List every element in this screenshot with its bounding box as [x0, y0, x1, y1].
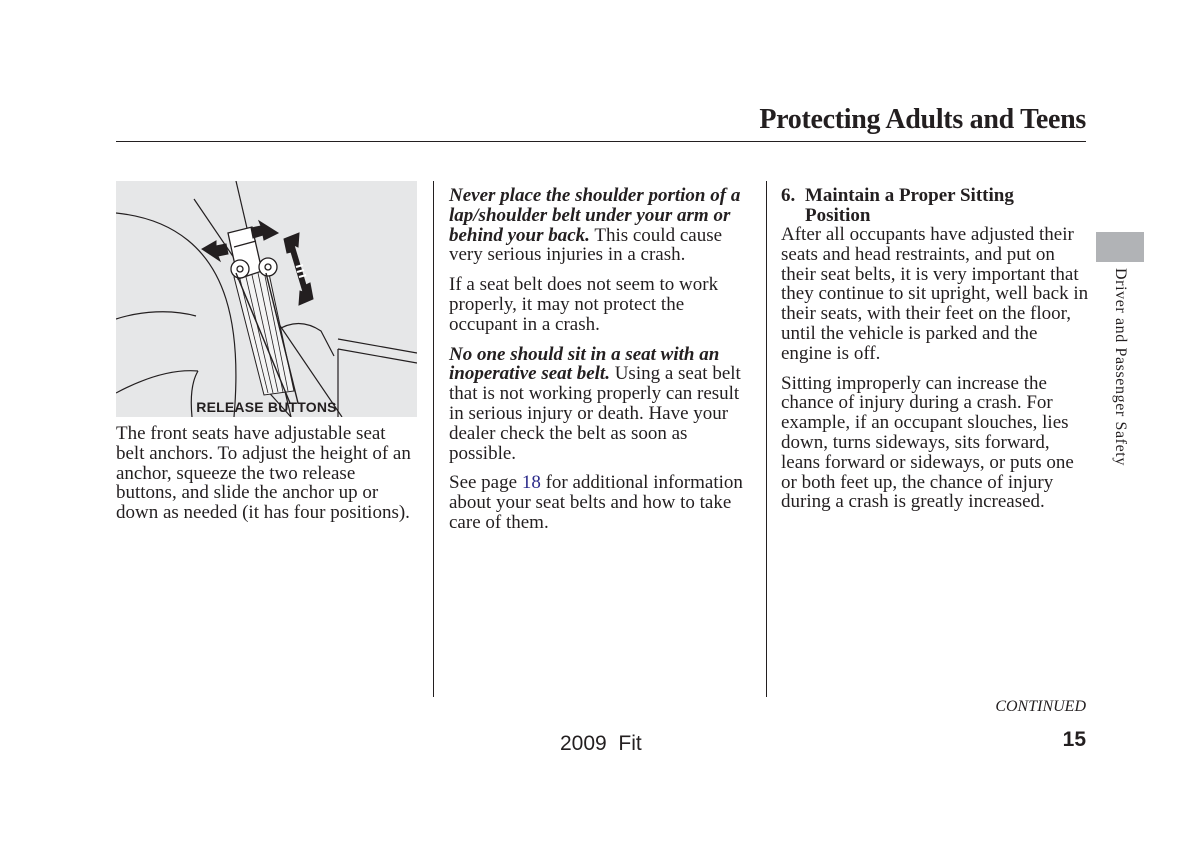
section-number: 6.	[781, 185, 796, 206]
page-link[interactable]: 18	[521, 472, 541, 494]
footer-model-name: 2009 Fit	[560, 732, 642, 755]
seat-belt-anchor-drawing	[116, 181, 417, 417]
chapter-tab-label: Driver and Passenger Safety	[1112, 268, 1129, 466]
column-1	[116, 424, 416, 533]
column-divider-right	[766, 181, 767, 697]
page-title: Protecting Adults and Teens	[759, 104, 1086, 135]
section-heading-line-1: Maintain a Proper Sitting	[805, 185, 1014, 206]
page-number: 15	[1062, 728, 1086, 751]
see-page-paragraph	[449, 473, 757, 532]
figure-caption: RELEASE BUTTONS	[196, 399, 337, 415]
seat-belt-function-paragraph: If a seat belt does not seem to work properly, it may not protect the occupant in a crash.	[449, 274, 719, 335]
section-heading-line-2: Position	[805, 204, 871, 226]
warning-emphasis: No one should sit in a seat with an inoperative seat belt.	[449, 343, 720, 385]
warning-emphasis: Never place the shoulder portion of a lap/shoulder belt under your arm or behind your back.	[449, 185, 741, 246]
inoperative-belt-warning	[449, 345, 757, 464]
improper-sitting-paragraph: Sitting improperly can increase the chance of injury during a crash. For example, if an occupant slouches, lies down, turns sideways, sits forward, leans forward or sideways, or puts one or both feet up, the chance of injury during a crash is greatly increased.	[781, 372, 1074, 513]
warning-text: Using a seat belt that is not working properly can result in serious injury or death. Have your dealer check the belt as soon as possible.	[449, 363, 741, 464]
warning-text: This could cause very serious injuries in a crash.	[449, 224, 723, 266]
title-rule	[116, 141, 1086, 142]
see-page-text: for additional information about your seat belts and how to take care of them.	[449, 472, 743, 533]
shoulder-belt-warning	[449, 186, 757, 265]
seat-belt-anchor-illustration	[116, 181, 417, 417]
continued-label: CONTINUED	[995, 698, 1086, 715]
column-divider-left	[433, 181, 434, 697]
see-page-text: See page	[449, 472, 522, 494]
column-3	[781, 186, 1089, 522]
section-heading	[781, 186, 1089, 225]
column-2	[449, 186, 757, 543]
chapter-tab	[1096, 232, 1144, 262]
proper-sitting-paragraph: After all occupants have adjusted their seats and head restraints, and put on their seat belts, it is very important that they continue to sit upright, well back in their seats, with their feet on the floor, until the vehicle is parked and the engine is off.	[781, 224, 1089, 364]
anchor-adjustment-paragraph: The front seats have adjustable seat belt anchors. To adjust the height of an anchor, squeeze the two release buttons, and slide the anchor up or down as needed (it has four positions).	[116, 423, 411, 524]
